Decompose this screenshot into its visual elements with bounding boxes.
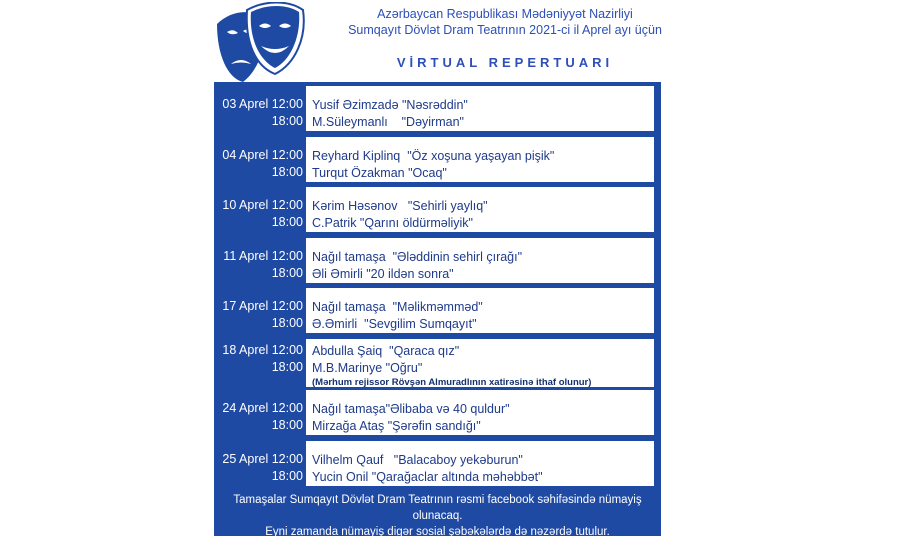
date-time: 03 Aprel 12:00: [222, 97, 303, 111]
date-time: 18 Aprel 12:00: [222, 343, 303, 357]
second-time: 18:00: [271, 316, 303, 330]
theatre-masks-icon: [213, 2, 308, 84]
performance-2: Əli Əmirli "20 ildən sonra": [312, 267, 454, 281]
schedule-row: [218, 440, 655, 487]
performances-box: [305, 237, 655, 284]
header: [310, 6, 700, 70]
schedule-times: [218, 338, 305, 388]
performance-2: M.Süleymanlı "Dəyirman": [312, 115, 464, 129]
repertoire-panel: [214, 82, 661, 536]
schedule-row: [218, 287, 655, 334]
performance-1: Nağıl tamaşa "Ələddinin sehirl çırağı": [312, 250, 523, 264]
performances-box: [305, 440, 655, 487]
schedule-row: [218, 136, 655, 183]
performances-box: [305, 287, 655, 334]
footer-line-2: Eyni zamanda nümayiş digər sosial şəbəkələrdə də nəzərdə tutulur.: [265, 526, 610, 538]
performance-2: M.B.Marinye "Oğru": [312, 361, 423, 375]
second-time: 18:00: [271, 114, 303, 128]
schedule-times: [218, 440, 305, 487]
performance-1: Nağıl tamaşa"Əlibaba və 40 quldur": [312, 402, 510, 416]
second-time: 18:00: [271, 418, 303, 432]
schedule-times: [218, 85, 305, 132]
footer-note: [214, 492, 661, 540]
schedule-times: [218, 186, 305, 233]
second-time: 18:00: [271, 266, 303, 280]
performance-1: Yusif Əzimzadə "Nəsrəddin": [312, 98, 468, 112]
schedule-row: [218, 237, 655, 284]
second-time: 18:00: [271, 215, 303, 229]
performance-2: Mirzağa Ataş "Şərəfin sandığı": [312, 419, 481, 433]
schedule-row: [218, 186, 655, 233]
dedication-note: (Mərhum rejissor Rövşən Almuradlının xatirəsinə ithaf olunur): [312, 377, 592, 388]
performance-2: Ə.Əmirli "Sevgilim Sumqayıt": [312, 317, 477, 331]
performances-box: [305, 338, 655, 388]
performances-box: [305, 136, 655, 183]
performance-1: Nağıl tamaşa "Məlikməmməd": [312, 300, 483, 314]
performance-2: Turqut Özakman "Ocaq": [312, 166, 447, 180]
page-title: VİRTUAL REPERTUARI: [396, 55, 614, 70]
footer-line-1: Tamaşalar Sumqayıt Dövlət Dram Teatrının rəsmi facebook səhifəsində nümayiş olunacaq.: [233, 494, 642, 522]
schedule-times: [218, 389, 305, 436]
date-time: 24 Aprel 12:00: [222, 401, 303, 415]
schedule-times: [218, 237, 305, 284]
date-time: 17 Aprel 12:00: [222, 299, 303, 313]
theatre-subtitle: Sumqayıt Dövlət Dram Teatrının 2021-ci il Aprel ayı üçün: [348, 23, 662, 37]
performances-box: [305, 389, 655, 436]
schedule-row: [218, 389, 655, 436]
performance-1: Reyhard Kiplinq "Öz xoşuna yaşayan pişik": [312, 149, 555, 163]
second-time: 18:00: [271, 469, 303, 483]
schedule-times: [218, 136, 305, 183]
performance-2: C.Patrik "Qarını öldürməliyik": [312, 216, 473, 230]
date-time: 11 Aprel 12:00: [223, 249, 303, 263]
performance-1: Abdulla Şaiq "Qaraca qız": [312, 344, 460, 358]
date-time: 04 Aprel 12:00: [222, 148, 303, 162]
performances-box: [305, 186, 655, 233]
second-time: 18:00: [271, 360, 303, 374]
performance-2: Yucin Onil "Qarağaclar altında məhəbbət": [312, 470, 543, 484]
schedule-times: [218, 287, 305, 334]
performances-box: [305, 85, 655, 132]
second-time: 18:00: [271, 165, 303, 179]
date-time: 10 Aprel 12:00: [222, 198, 303, 212]
date-time: 25 Aprel 12:00: [222, 452, 303, 466]
performance-1: Vilhelm Qauf "Balacaboy yekəburun": [312, 453, 523, 467]
schedule-row: [218, 85, 655, 132]
ministry-title: Azərbaycan Respublikası Mədəniyyət Nazirliyi: [377, 7, 633, 21]
schedule-row: [218, 338, 655, 388]
performance-1: Kərim Həsənov "Sehirli yaylıq": [312, 199, 488, 213]
